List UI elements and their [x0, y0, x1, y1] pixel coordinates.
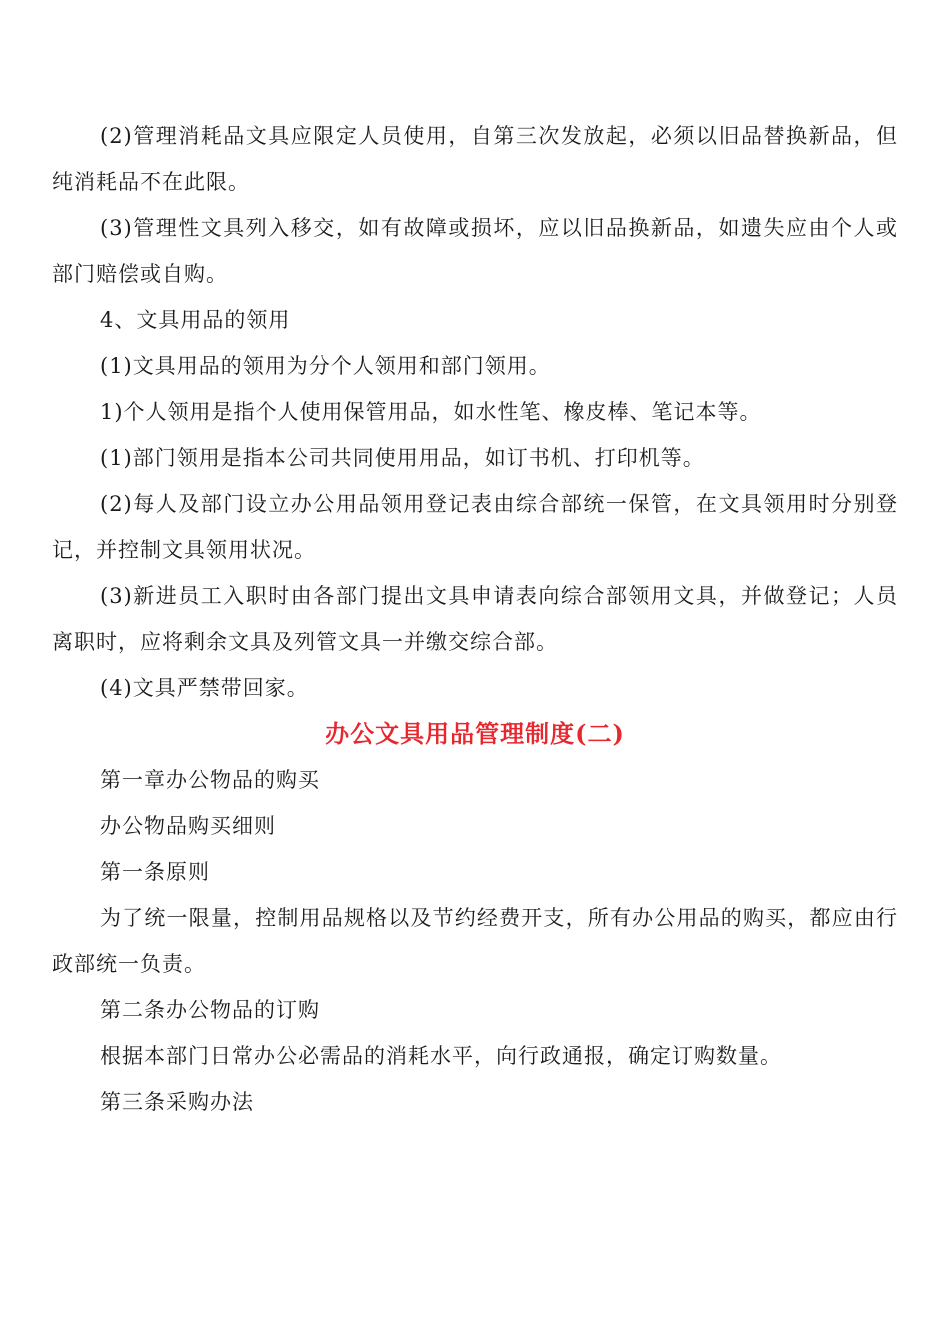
subsection-heading: 办公物品购买细则 [100, 814, 276, 838]
article-heading: 第三条采购办法 [100, 1090, 254, 1114]
paragraph: 为了统一限量，控制用品规格以及节约经费开支，所有办公用品的购买，都应由行政部统一负责。 [52, 906, 898, 976]
paragraph: 根据本部门日常办公必需品的消耗水平，向行政通报，确定订购数量。 [100, 1044, 782, 1068]
paragraph: (4)文具严禁带回家。 [100, 676, 309, 700]
article-heading: 第二条办公物品的订购 [100, 998, 320, 1022]
document-body [52, 113, 898, 1125]
article-heading: 第一条原则 [100, 860, 210, 884]
paragraph: (1)部门领用是指本公司共同使用用品，如订书机、打印机等。 [100, 446, 705, 470]
chapter-heading: 第一章办公物品的购买 [100, 768, 320, 792]
paragraph: (2)每人及部门设立办公用品领用登记表由综合部统一保管，在文具领用时分别登记，并控制文具领用状况。 [52, 492, 898, 562]
section-heading: 4、文具用品的领用 [100, 308, 291, 332]
paragraph: (1)文具用品的领用为分个人领用和部门领用。 [100, 354, 551, 378]
paragraph: (3)新进员工入职时由各部门提出文具申请表向综合部领用文具，并做登记；人员离职时，应将剩余文具及列管文具一并缴交综合部。 [52, 584, 898, 654]
paragraph: (3)管理性文具列入移交，如有故障或损坏，应以旧品换新品，如遗失应由个人或部门赔偿或自购。 [52, 216, 898, 286]
paragraph: (2)管理消耗品文具应限定人员使用，自第三次发放起，必须以旧品替换新品，但纯消耗品不在此限。 [52, 124, 898, 194]
paragraph: 1)个人领用是指个人使用保管用品，如水性笔、橡皮棒、笔记本等。 [100, 400, 762, 424]
document-title: 办公文具用品管理制度(二) [325, 719, 625, 748]
